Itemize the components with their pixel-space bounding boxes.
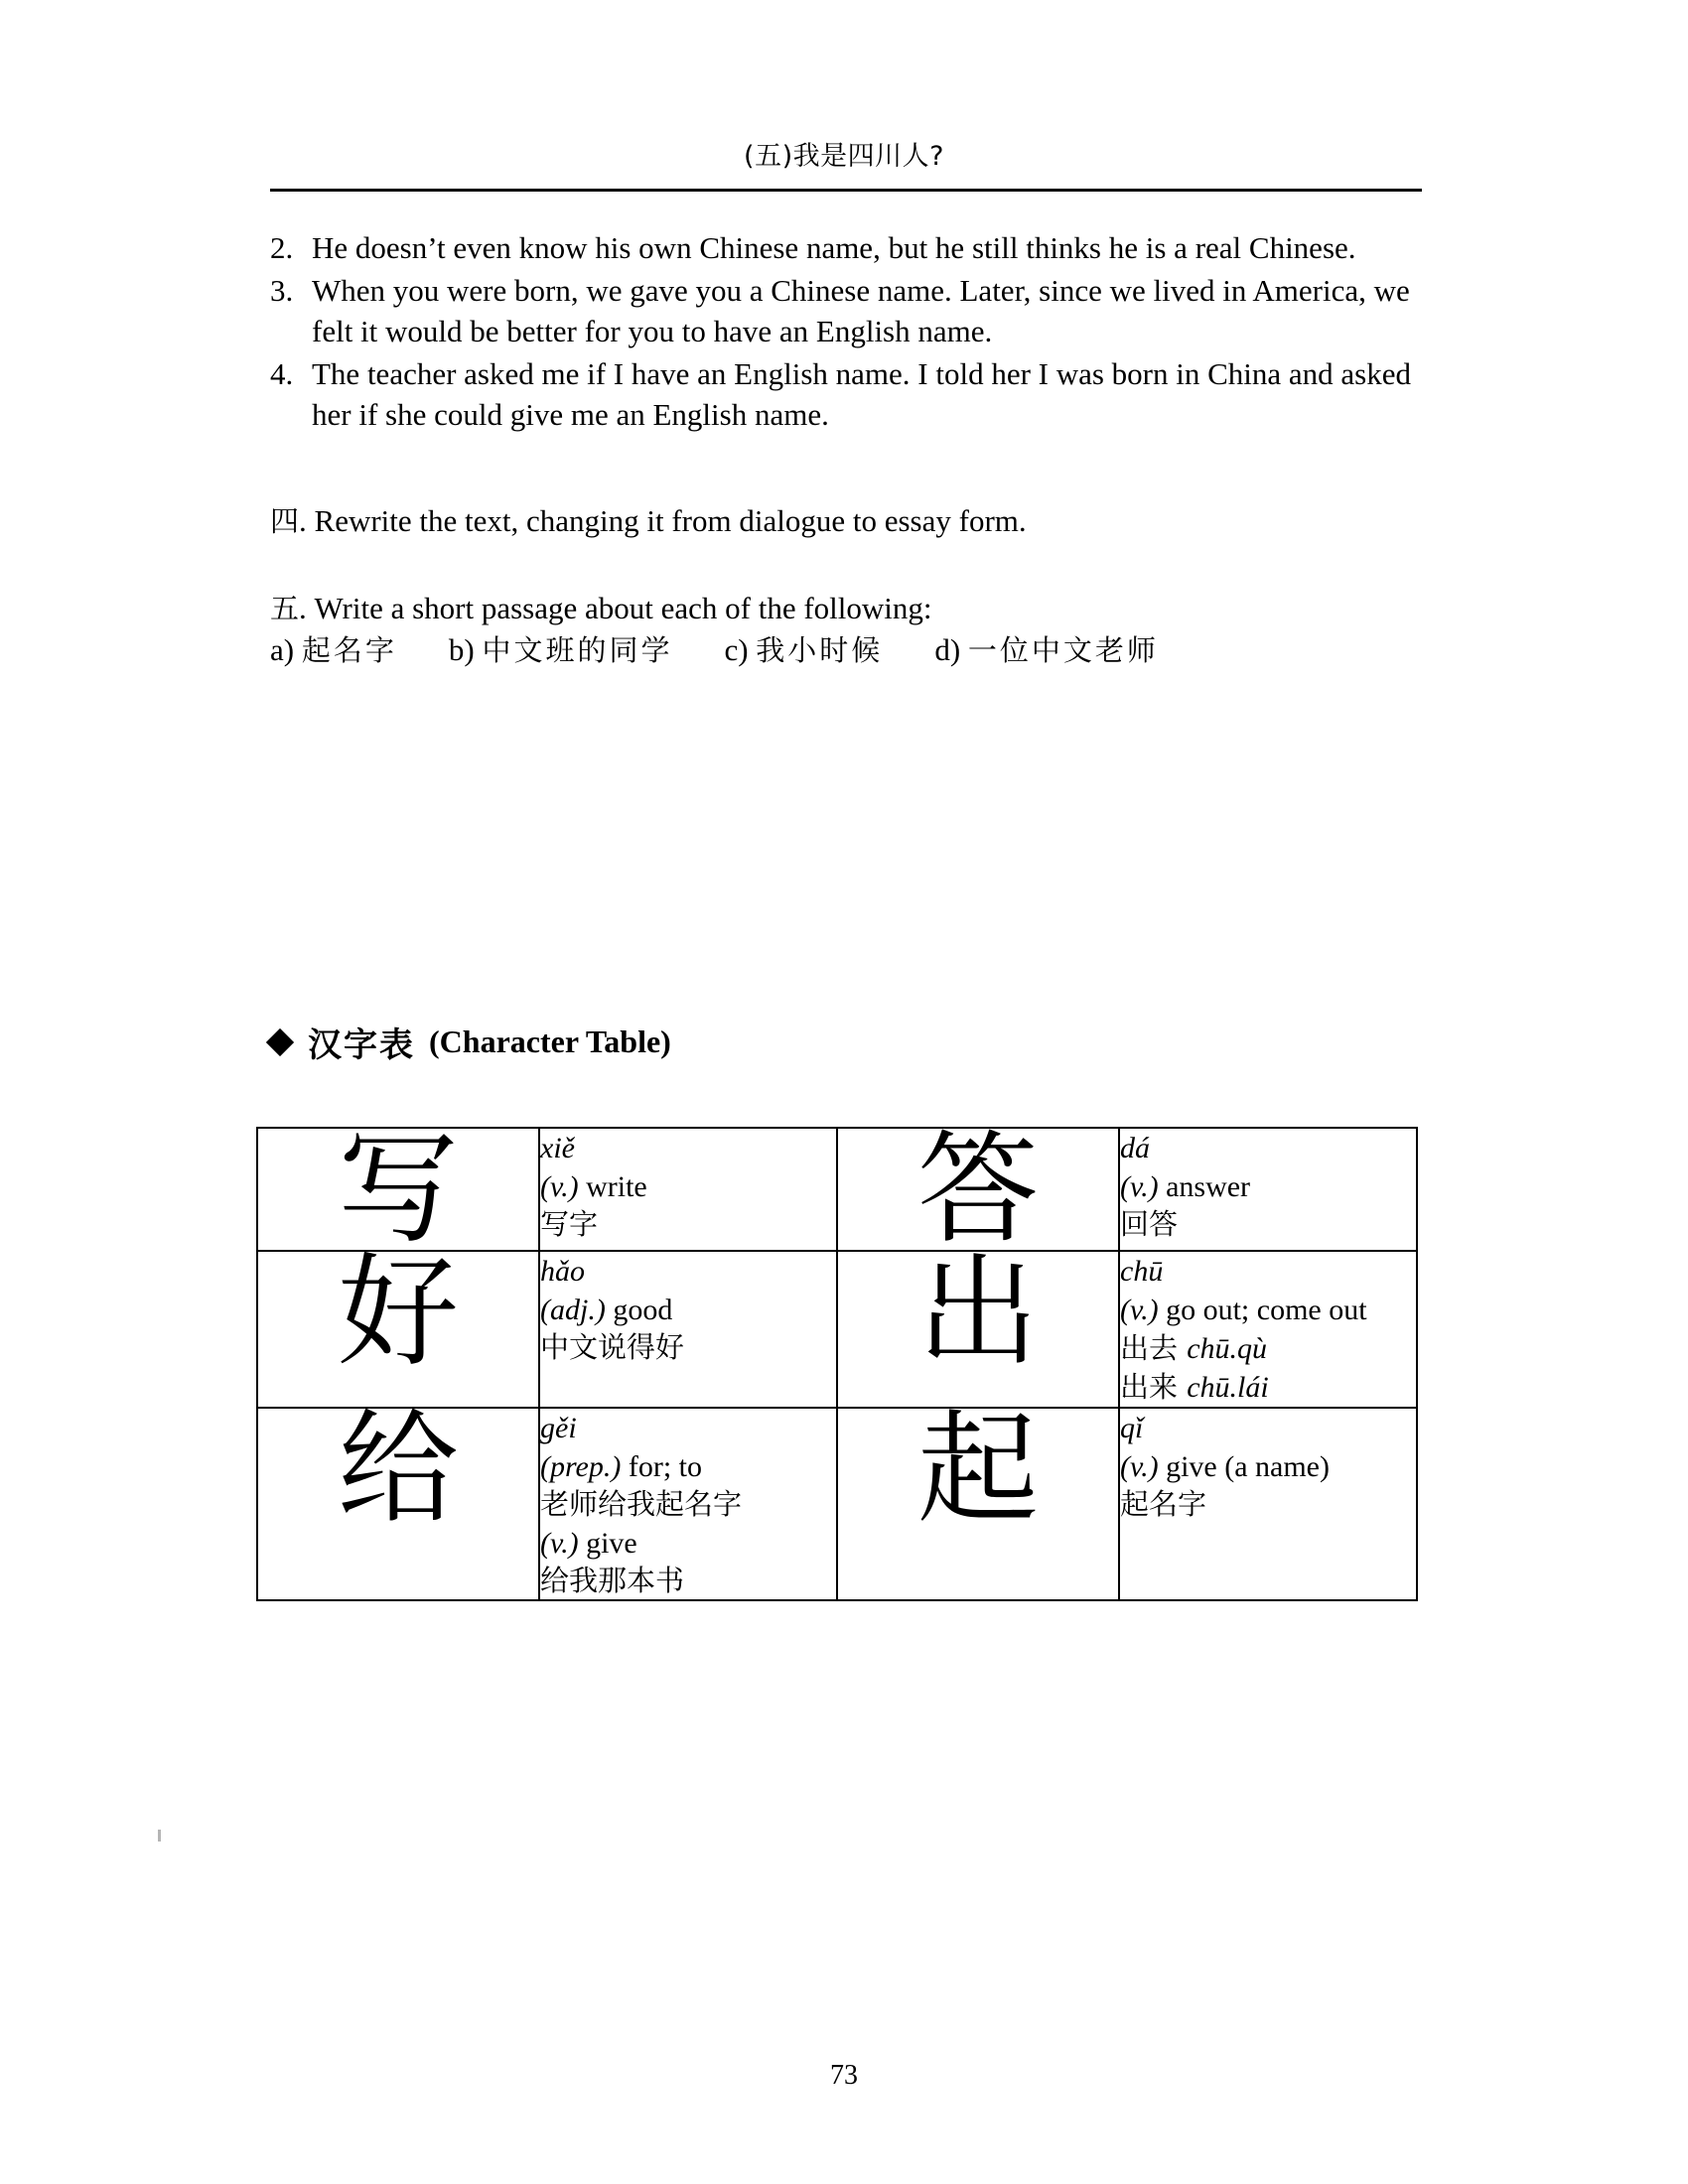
character-cell: 出 [837, 1251, 1119, 1408]
example-zh: 出去 [1120, 1331, 1179, 1365]
example-pinyin: chū.lái [1187, 1371, 1269, 1404]
character-cell: 给 [257, 1408, 539, 1600]
prompt-d [934, 628, 1159, 669]
definition-line [1120, 1167, 1416, 1206]
table-row [257, 1251, 1417, 1408]
definition-line [1120, 1291, 1416, 1329]
section-five-marker: 五 [270, 592, 300, 625]
section-five [270, 589, 932, 629]
example [540, 1486, 836, 1524]
exercise-number: 4. [270, 355, 294, 391]
gloss: good [613, 1294, 673, 1326]
prompt-c [724, 628, 883, 669]
gloss: give (a name) [1166, 1450, 1330, 1483]
prompt-d-label: d) [934, 632, 961, 667]
definition-line [540, 1447, 836, 1486]
exercise-text: When you were born, we gave you a Chinese name. Later, since we lived in America, we felt it would be better for you to have an English name. [312, 272, 1410, 348]
character-cell: 起 [837, 1408, 1119, 1600]
gloss: answer [1166, 1170, 1251, 1203]
definition-line [540, 1167, 836, 1206]
header-divider [270, 189, 1422, 192]
gloss-secondary: give [586, 1526, 637, 1560]
gloss: write [586, 1170, 647, 1203]
pinyin: hǎo [540, 1255, 585, 1288]
example-zh: 老师给我起名字 [540, 1487, 743, 1521]
definition-cell [539, 1128, 837, 1251]
prompt-c-label: c) [724, 632, 749, 667]
definition-cell [1119, 1128, 1417, 1251]
definition-cell [539, 1251, 837, 1408]
example [1120, 1368, 1416, 1407]
page-number: 73 [830, 2060, 858, 2091]
prompt-b-label: b) [448, 632, 475, 667]
character-table-heading [270, 1018, 671, 1066]
prompt-a-label: a) [270, 632, 295, 667]
part-of-speech: (v.) [1120, 1450, 1159, 1483]
definition-line-secondary [540, 1524, 836, 1563]
pinyin: qǐ [1120, 1412, 1144, 1444]
running-head: (五)我是四川人? [744, 141, 944, 172]
part-of-speech: (v.) [1120, 1170, 1159, 1203]
prompt-c-text: 我小时候 [756, 633, 884, 667]
example-zh: 中文说得好 [540, 1330, 685, 1364]
part-of-speech: (prep.) [540, 1450, 622, 1483]
prompt-a [270, 628, 397, 669]
prompt-b [449, 628, 673, 669]
gloss: go out; come out [1166, 1294, 1367, 1326]
character-table-heading-zh: 汉字表 [308, 1025, 415, 1065]
definition-cell [1119, 1408, 1417, 1600]
example-zh: 给我那本书 [540, 1563, 685, 1597]
scan-artifact [158, 1830, 161, 1842]
example [540, 1206, 836, 1244]
prompt-b-text: 中文班的同学 [482, 633, 673, 667]
part-of-speech: (adj.) [540, 1294, 606, 1326]
prompt-list [270, 628, 1210, 669]
section-four-marker: 四 [270, 504, 300, 538]
prompt-d-text: 一位中文老师 [967, 633, 1159, 667]
part-of-speech-secondary: (v.) [540, 1526, 579, 1560]
character-cell: 好 [257, 1251, 539, 1408]
character-cell: 答 [837, 1128, 1119, 1251]
pinyin: chū [1120, 1255, 1164, 1288]
example-zh: 出来 [1120, 1370, 1179, 1404]
list-item [270, 228, 1432, 269]
definition-line [540, 1291, 836, 1329]
exercise-number: 2. [270, 230, 294, 265]
example [1120, 1206, 1416, 1244]
exercise-text: He doesn’t even know his own Chinese name, but he still thinks he is a real Chinese. [312, 230, 1356, 265]
list-item [270, 271, 1432, 352]
table-row [257, 1408, 1417, 1600]
diamond-bullet-icon [266, 1027, 294, 1055]
example-pinyin: chū.qù [1187, 1332, 1268, 1365]
example-zh: 回答 [1120, 1207, 1179, 1241]
definition-cell [1119, 1251, 1417, 1408]
example-secondary [540, 1563, 836, 1600]
character-cell: 写 [257, 1128, 539, 1251]
list-item [270, 354, 1432, 436]
example [1120, 1329, 1416, 1368]
prompt-a-text: 起名字 [301, 633, 397, 667]
section-five-text: . Write a short passage about each of the following: [299, 591, 932, 625]
pinyin: dá [1120, 1132, 1150, 1164]
example [1120, 1486, 1416, 1524]
exercise-list [270, 228, 1432, 438]
section-four [270, 501, 1027, 542]
character-table-heading-en: (Character Table) [429, 1024, 671, 1059]
exercise-number: 3. [270, 272, 294, 308]
example [540, 1329, 836, 1367]
example-zh: 起名字 [1120, 1487, 1207, 1521]
exercise-text: The teacher asked me if I have an English name. I told her I was born in China and asked her if she could give me an English name. [312, 355, 1412, 432]
section-four-text: . Rewrite the text, changing it from dialogue to essay form. [299, 503, 1027, 538]
pinyin: gěi [540, 1412, 577, 1444]
table-row [257, 1128, 1417, 1251]
part-of-speech: (v.) [1120, 1294, 1159, 1326]
part-of-speech: (v.) [540, 1170, 579, 1203]
gloss: for; to [628, 1450, 703, 1483]
example-zh: 写字 [540, 1207, 599, 1241]
definition-line [1120, 1447, 1416, 1486]
character-table [256, 1119, 1418, 1601]
pinyin: xiě [540, 1132, 575, 1164]
definition-cell [539, 1408, 837, 1600]
